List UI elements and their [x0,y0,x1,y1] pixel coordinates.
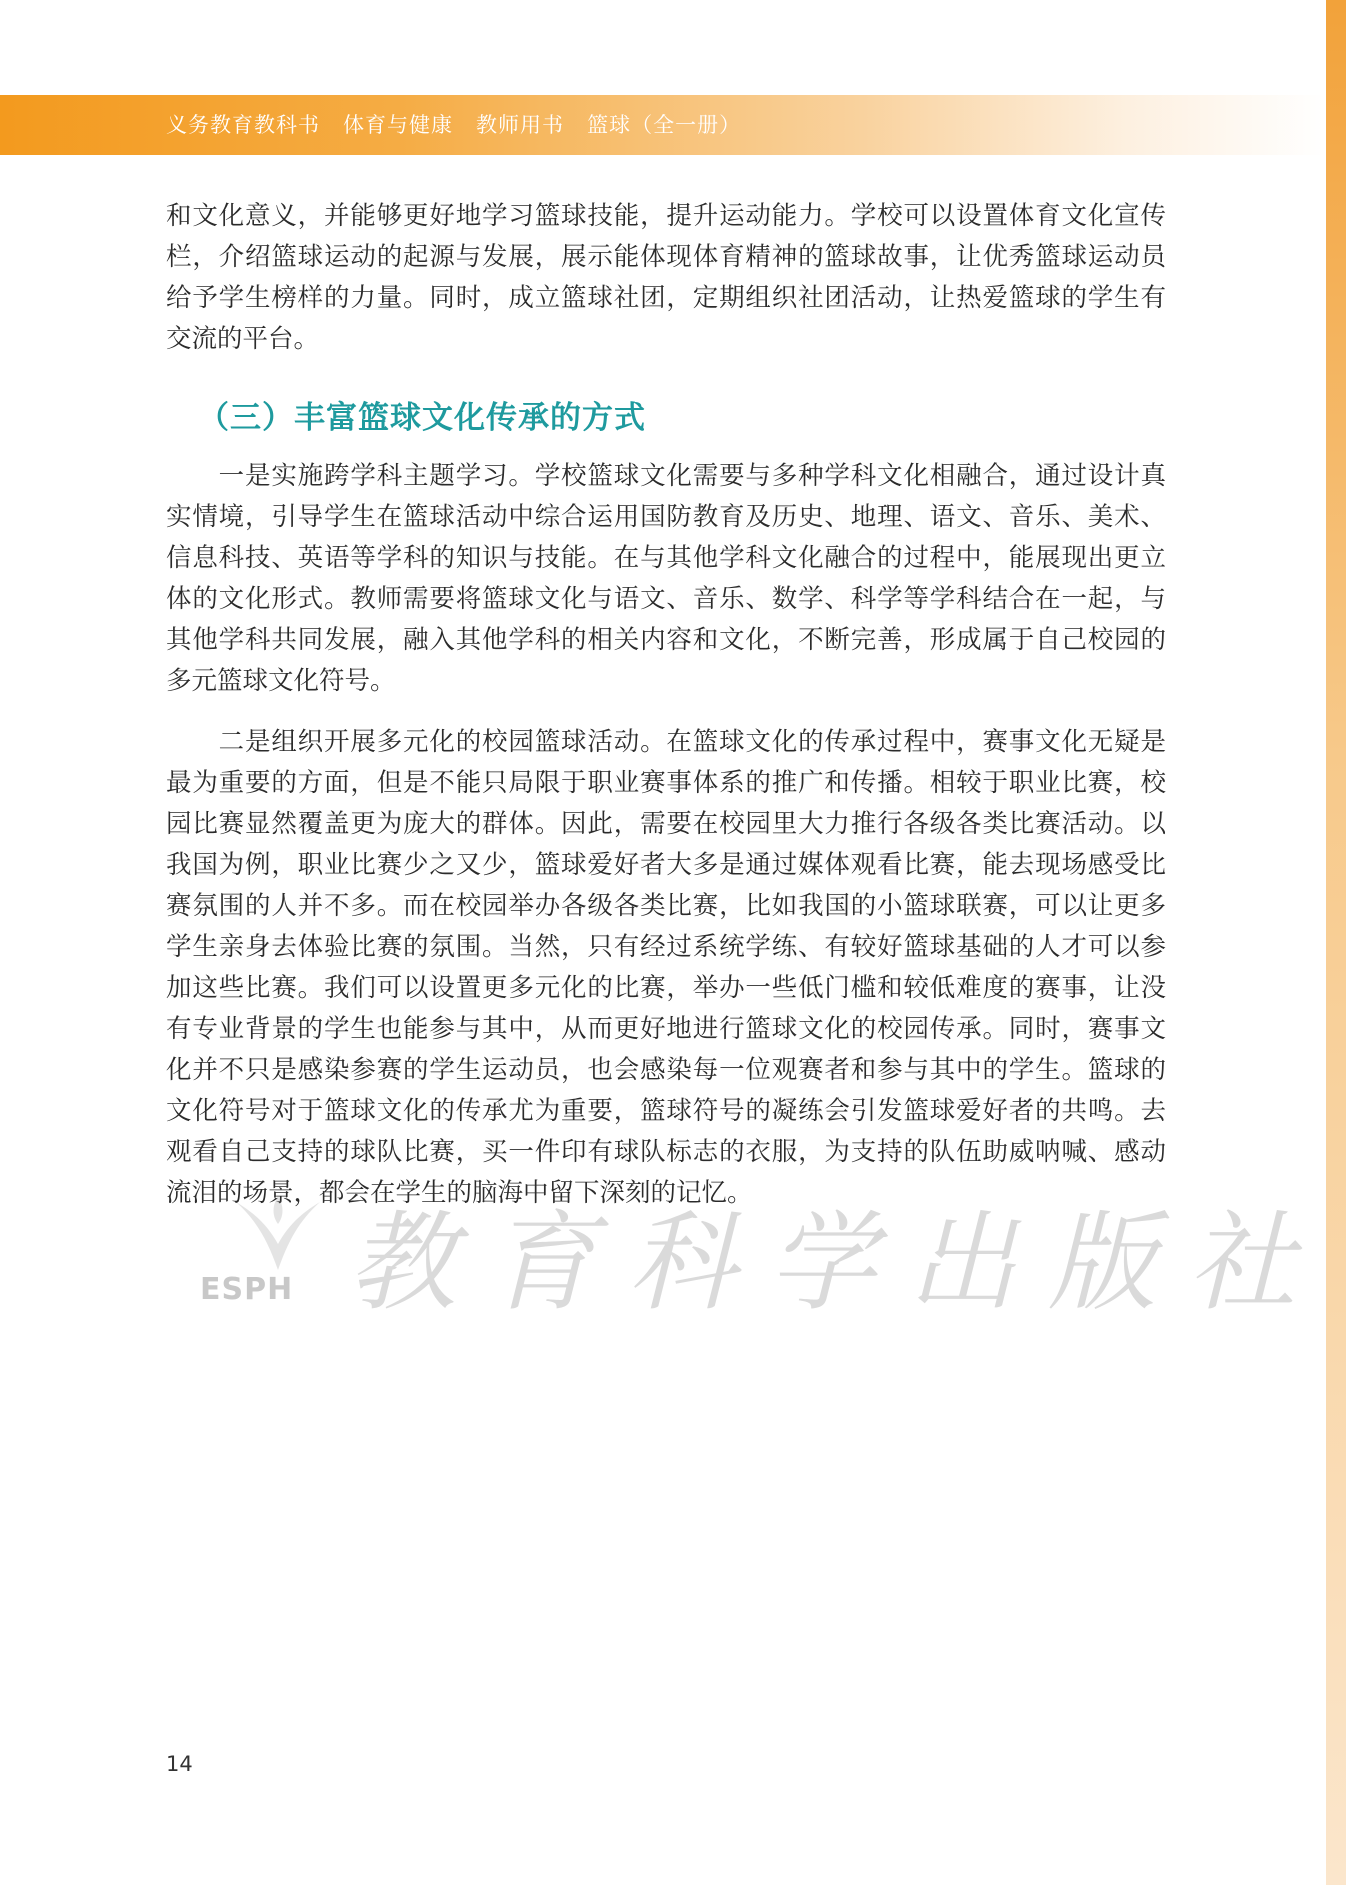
text-line: 其他学科共同发展，融入其他学科的相关内容和文化，不断完善，形成属于自己校园的 [166,625,1166,655]
text-line: 园比赛显然覆盖更为庞大的群体。因此，需要在校园里大力推行各级各类比赛活动。以 [166,809,1166,839]
text-line: 化并不只是感染参赛的学生运动员，也会感染每一位观赛者和参与其中的学生。篮球的 [166,1055,1166,1085]
text-line: 实情境，引导学生在篮球活动中综合运用国防教育及历史、地理、语文、音乐、美术、 [166,502,1166,532]
text-line: 一是实施跨学科主题学习。学校篮球文化需要与多种学科文化相融合，通过设计真 [166,461,1166,491]
publisher-abbreviation: ESPH [200,1272,294,1307]
paragraph-1 [166,456,1166,702]
page-number: 14 [166,1752,193,1776]
text-line: 加这些比赛。我们可以设置更多元化的比赛，举办一些低门槛和较低难度的赛事，让没 [166,973,1166,1003]
text-line: 多元篮球文化符号。 [166,666,396,696]
paragraph-2 [166,722,1166,1214]
text-line: 交流的平台。 [166,324,320,354]
text-line: 和文化意义，并能够更好地学习篮球技能，提升运动能力。学校可以设置体育文化宣传 [166,201,1166,231]
text-line: 文化符号对于篮球文化的传承尤为重要，篮球符号的凝练会引发篮球爱好者的共鸣。去 [166,1096,1166,1126]
text-line: 学生亲身去体验比赛的氛围。当然，只有经过系统学练、有较好篮球基础的人才可以参 [166,932,1166,962]
text-line: 流泪的场景，都会在学生的脑海中留下深刻的记忆。 [166,1178,753,1208]
text-line: 给予学生榜样的力量。同时，成立篮球社团，定期组织社团活动，让热爱篮球的学生有 [166,283,1166,313]
text-line: 体的文化形式。教师需要将篮球文化与语文、音乐、数学、科学等学科结合在一起，与 [166,584,1166,614]
text-line: 观看自己支持的球队比赛，买一件印有球队标志的衣服，为支持的队伍助威呐喊、感动 [166,1137,1166,1167]
section-heading: （三）丰富篮球文化传承的方式 [198,400,646,436]
text-line: 赛氛围的人并不多。而在校园举办各级各类比赛，比如我国的小篮球联赛，可以让更多 [166,891,1166,921]
text-line: 栏，介绍篮球运动的起源与发展，展示能体现体育精神的篮球故事，让优秀篮球运动员 [166,242,1166,272]
text-line: 二是组织开展多元化的校园篮球活动。在篮球文化的传承过程中，赛事文化无疑是 [166,727,1166,757]
running-header-title: 义务教育教科书 体育与健康 教师用书 篮球（全一册） [166,113,742,137]
text-line: 信息科技、英语等学科的知识与技能。在与其他学科文化融合的过程中，能展现出更立 [166,543,1166,573]
publisher-logo-icon [228,1192,328,1276]
text-line: 有专业背景的学生也能参与其中，从而更好地进行篮球文化的校园传承。同时，赛事文 [166,1014,1166,1044]
text-line: 我国为例，职业比赛少之又少，篮球爱好者大多是通过媒体观看比赛，能去现场感受比 [166,850,1166,880]
text-line: 最为重要的方面，但是不能只局限于职业赛事体系的推广和传播。相较于职业比赛，校 [166,768,1166,798]
publisher-name-watermark: 教育科学出版社 [348,1201,1329,1326]
paragraph-continuation [166,196,1166,360]
side-color-stripe [1326,0,1346,1885]
